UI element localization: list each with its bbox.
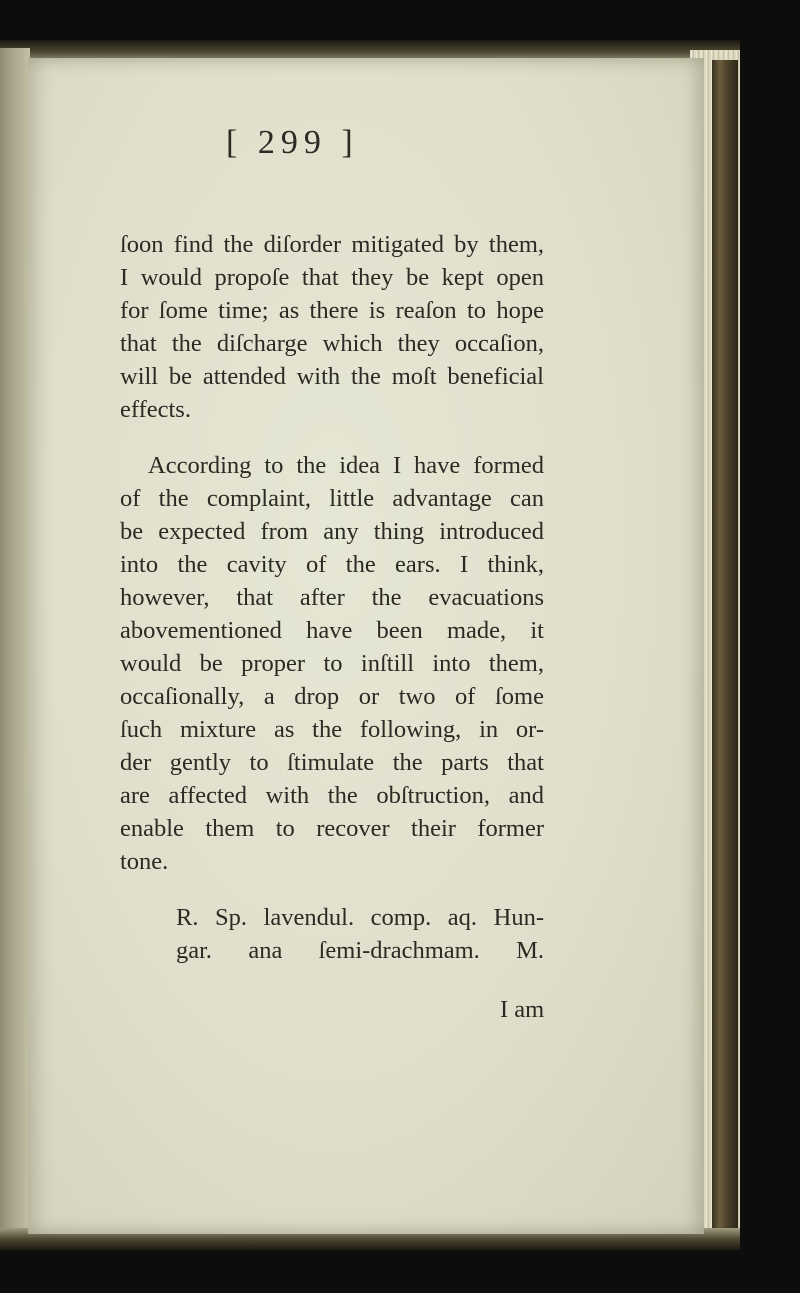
text-line: of the complaint, little advantage can xyxy=(120,485,544,512)
text-line: will be attended with the moſt beneficial xyxy=(120,363,544,390)
text-line: tone. xyxy=(120,848,169,875)
text-line: into the cavity of the ears. I think, xyxy=(120,551,544,578)
text-line: According to the idea I have formed xyxy=(148,452,544,479)
text-line: be expected from any thing introduced xyxy=(120,518,544,545)
text-line: are affected with the obſtruction, and xyxy=(120,782,544,809)
text-line: ſoon find the diſorder mitigated by them, xyxy=(120,231,544,258)
book-top-edge xyxy=(0,40,740,60)
text-line: would be proper to inſtill into them, xyxy=(120,650,544,677)
prescription-line: gar. ana ſemi-drachmam. M. xyxy=(176,937,544,964)
text-line: occaſionally, a drop or two of ſome xyxy=(120,683,544,710)
text-line: for ſome time; as there is reaſon to hope xyxy=(120,297,544,324)
text-line: ſuch mixture as the following, in or- xyxy=(120,716,544,743)
page-number: [ 299 ] xyxy=(226,124,359,161)
prescription-line: R. Sp. lavendul. comp. aq. Hun- xyxy=(176,904,544,931)
text-line: that the diſcharge which they occaſion, xyxy=(120,330,544,357)
text-line: abovementioned have been made, it xyxy=(120,617,544,644)
catchword: I am xyxy=(500,996,545,1023)
page-gutter-left xyxy=(0,48,30,1246)
text-line: however, that after the evacuations xyxy=(120,584,544,611)
text-line: der gently to ſtimulate the parts that xyxy=(120,749,544,776)
text-line: effects. xyxy=(120,396,191,423)
text-line: enable them to recover their former xyxy=(120,815,544,842)
book-cover-edge xyxy=(712,60,738,1235)
text-line: I would propoſe that they be kept open xyxy=(120,264,544,291)
